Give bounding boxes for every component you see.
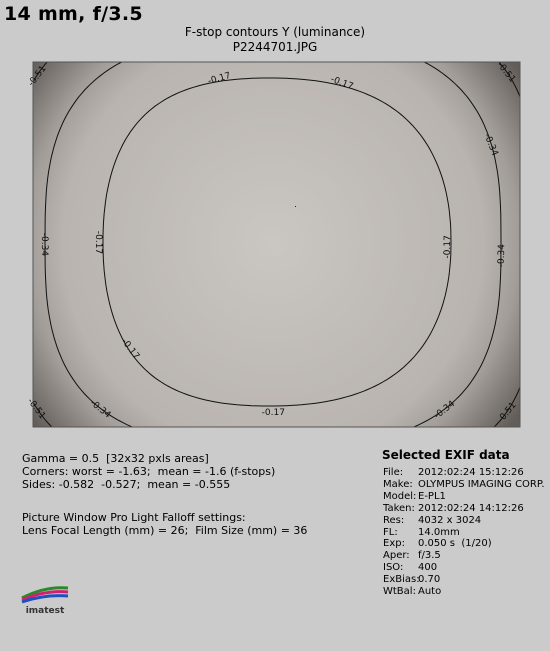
exif-label: FL: xyxy=(383,526,398,538)
stats-block xyxy=(22,452,275,491)
contour-label: -0.34 xyxy=(496,243,508,268)
exif-row xyxy=(383,479,545,491)
exif-table xyxy=(383,467,545,598)
lens-title: 14 mm, f/3.5 xyxy=(4,3,143,25)
exif-label: Make: xyxy=(383,478,413,490)
contour-label-group xyxy=(93,229,104,255)
exif-row xyxy=(383,467,545,479)
contour-label: -0.34 xyxy=(38,232,50,257)
gamma-line: Gamma = 0.5 [32x32 pxls areas] xyxy=(22,452,209,465)
exif-value: 0.050 s (1/20) xyxy=(418,538,492,550)
exif-value: 400 xyxy=(418,562,438,574)
imatest-logo-graphic xyxy=(20,584,70,606)
contour-label-group xyxy=(442,234,454,260)
exif-row xyxy=(383,550,545,562)
exif-row xyxy=(383,562,545,574)
exif-value: f/3.5 xyxy=(418,550,441,562)
file-name: P2244701.JPG xyxy=(232,40,318,54)
exif-value: 2012:02:24 15:12:26 xyxy=(418,467,524,478)
exif-heading: Selected EXIF data xyxy=(382,448,510,462)
exif-label: ExBias: xyxy=(383,574,420,586)
contour-label: -0.51 xyxy=(496,400,519,425)
settings-block xyxy=(22,511,307,537)
exif-value: 2012:02:24 14:12:26 xyxy=(418,502,524,514)
exif-row xyxy=(383,515,545,527)
corners-line: Corners: worst = -1.63; mean = -1.6 (f-stops) xyxy=(22,465,276,478)
logo-text: imatest xyxy=(25,606,65,616)
exif-label: Aper: xyxy=(383,550,410,562)
exif-value: 0.70 xyxy=(418,574,441,586)
settings-values: Lens Focal Length (mm) = 26; Film Size (mm) = 36 xyxy=(22,524,308,537)
exif-label: ISO: xyxy=(383,562,404,574)
contour-label: -0.34 xyxy=(432,399,458,422)
contour-label: -0.17 xyxy=(442,235,454,259)
contour-label: -0.51 xyxy=(24,396,48,422)
contour-label: -0.17 xyxy=(206,71,232,87)
exif-label: Model: xyxy=(383,490,417,502)
exif-label: Taken: xyxy=(383,502,415,514)
exif-label: WtBal: xyxy=(383,586,416,598)
exif-value: 4032 x 3024 xyxy=(418,514,482,526)
exif-row xyxy=(383,491,545,503)
contour-label: -0.17 xyxy=(261,408,285,418)
contour-label: -0.17 xyxy=(329,74,355,93)
exif-value: Auto xyxy=(418,586,442,598)
exif-value: E-PL1 xyxy=(418,490,446,502)
contour-label-group xyxy=(260,407,286,418)
exif-value: 14.0mm xyxy=(418,526,460,538)
exif-label: Exp: xyxy=(383,538,405,550)
exif-label: File: xyxy=(383,467,404,478)
exif-value: OLYMPUS IMAGING CORP. xyxy=(418,478,545,490)
exif-row xyxy=(383,574,545,586)
contour-label: -0.34 xyxy=(87,398,113,421)
settings-heading: Picture Window Pro Light Falloff settings: xyxy=(22,511,246,524)
contour-label: -0.17 xyxy=(118,336,142,362)
sides-line: Sides: -0.582 -0.527; mean = -0.555 xyxy=(22,478,231,491)
exif-row xyxy=(383,586,545,598)
contour-label: -0.34 xyxy=(481,132,500,158)
contour-label: -0.51 xyxy=(494,60,518,85)
imatest-logo-icon xyxy=(20,584,70,616)
contour-label: -0.51 xyxy=(26,64,49,89)
exif-row xyxy=(383,503,545,515)
exif-row xyxy=(383,527,545,539)
contour-label: -0.17 xyxy=(92,230,104,255)
contour-label-group xyxy=(39,231,50,257)
exif-label: Res: xyxy=(383,514,405,526)
exif-row xyxy=(383,538,545,550)
contour-label-group xyxy=(496,243,508,269)
plot-title-line: F-stop contours Y (luminance) xyxy=(184,25,366,39)
